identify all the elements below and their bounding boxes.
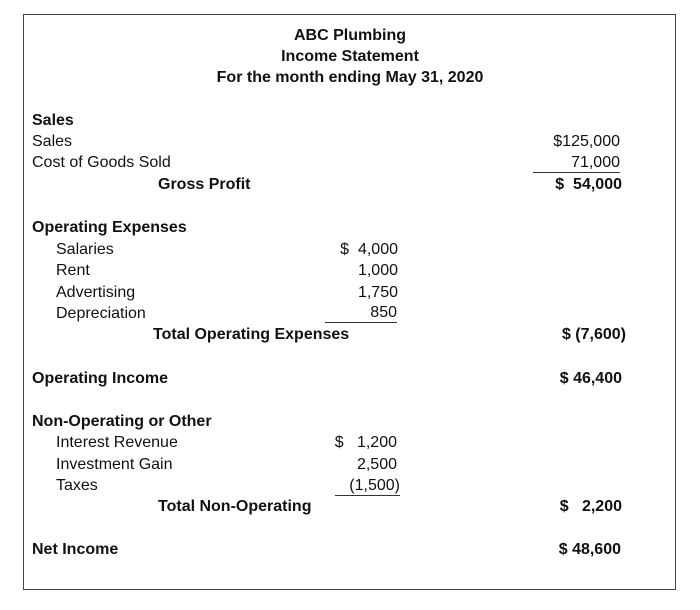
cogs-row-label: Cost of Goods Sold bbox=[32, 154, 171, 171]
statement-period: For the month ending May 31, 2020 bbox=[216, 69, 484, 86]
operating-income-label: Operating Income bbox=[32, 370, 169, 387]
total-non-operating-amount: $ 2,200 bbox=[559, 498, 622, 515]
expense-row-label: Rent bbox=[56, 262, 90, 279]
total-non-operating-label: Total Non-Operating bbox=[158, 498, 312, 515]
company-name: ABC Plumbing bbox=[294, 27, 406, 44]
non-operating-row-amount: (1,500) bbox=[335, 476, 400, 496]
net-income-amount: $ 48,600 bbox=[558, 541, 621, 558]
expense-row-amount: 1,000 bbox=[357, 262, 398, 279]
total-operating-expenses-amount: $ (7,600) bbox=[561, 326, 626, 343]
expense-row-label: Depreciation bbox=[56, 305, 146, 322]
sales-heading: Sales bbox=[32, 112, 74, 129]
cogs-row-amount: 71,000 bbox=[533, 153, 620, 173]
gross-profit-label: Gross Profit bbox=[158, 176, 251, 193]
statement-title: Income Statement bbox=[281, 48, 419, 65]
sales-row-label: Sales bbox=[32, 133, 73, 150]
expense-row-label: Advertising bbox=[56, 284, 136, 301]
expense-row-amount: 850 bbox=[325, 304, 397, 323]
non-operating-row-amount: 2,500 bbox=[356, 456, 397, 473]
expense-row-label: Salaries bbox=[56, 241, 114, 258]
expense-row-amount: $ 4,000 bbox=[340, 241, 398, 258]
non-operating-row-label: Taxes bbox=[56, 477, 98, 494]
non-operating-row-label: Interest Revenue bbox=[56, 434, 178, 451]
operating-income-amount: $ 46,400 bbox=[559, 370, 622, 387]
non-operating-row-amount: $ 1,200 bbox=[334, 434, 397, 451]
total-operating-expenses-label: Total Operating Expenses bbox=[153, 326, 350, 343]
expense-row-amount: 1,750 bbox=[357, 284, 398, 301]
non-operating-row-label: Investment Gain bbox=[56, 456, 173, 473]
operating-expenses-heading: Operating Expenses bbox=[32, 219, 187, 236]
net-income-label: Net Income bbox=[32, 541, 119, 558]
sales-row-amount: $125,000 bbox=[553, 133, 620, 150]
gross-profit-amount: $ 54,000 bbox=[555, 176, 622, 193]
non-operating-heading: Non-Operating or Other bbox=[32, 413, 212, 430]
